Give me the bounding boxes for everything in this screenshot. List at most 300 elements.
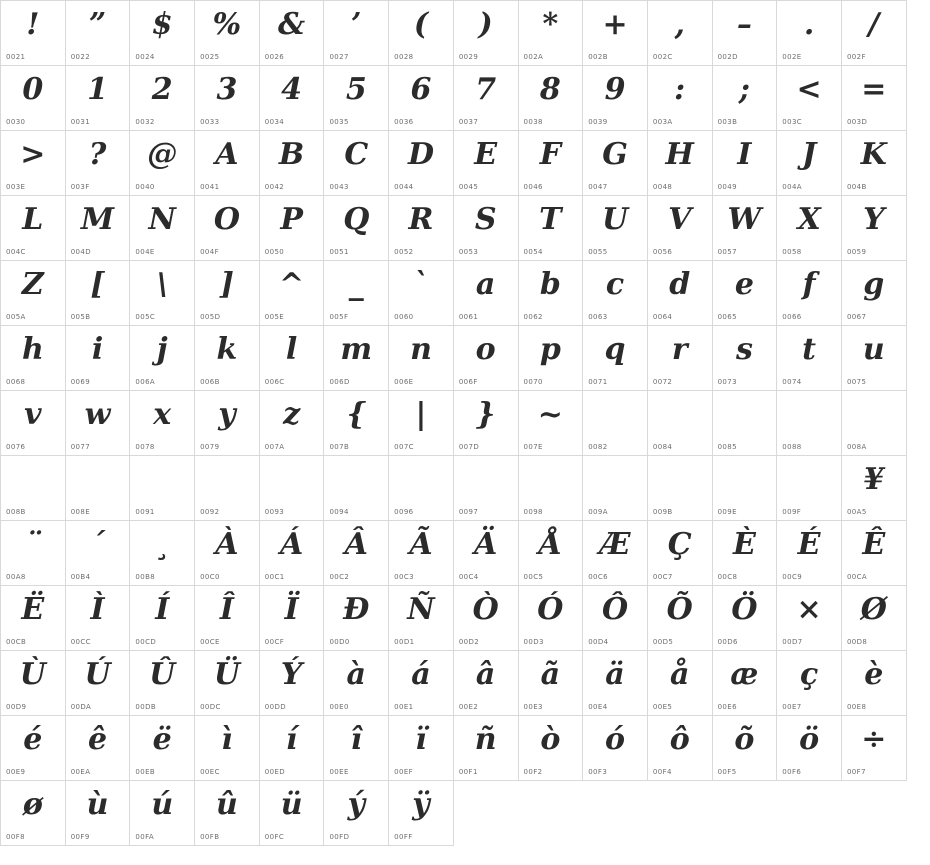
glyph-cell[interactable]	[519, 521, 584, 586]
glyph-cell[interactable]	[389, 781, 454, 846]
glyph-unicode-label: 0069	[70, 378, 91, 386]
glyph-cell[interactable]	[130, 326, 195, 391]
glyph-unicode-label: 0065	[717, 313, 737, 321]
glyph-cell[interactable]	[713, 456, 778, 521]
glyph-cell[interactable]	[777, 521, 842, 586]
glyph-cell[interactable]	[195, 456, 260, 521]
glyph-cell[interactable]	[842, 716, 907, 781]
glyph-cell[interactable]	[454, 456, 519, 521]
glyph-character: 3	[216, 72, 238, 107]
glyph-unicode-label: 0036	[394, 118, 414, 126]
glyph-cell[interactable]	[130, 521, 195, 586]
glyph-cell[interactable]	[777, 456, 842, 521]
glyph-cell[interactable]	[130, 716, 195, 781]
glyph-unicode-label: 0070	[523, 378, 543, 386]
glyph-unicode-label: 00DA	[70, 703, 92, 711]
glyph-cell[interactable]	[1, 456, 66, 521]
glyph-unicode-label: 00C4	[458, 573, 479, 581]
glyph-character: T	[539, 202, 562, 237]
glyph-cell[interactable]	[842, 131, 907, 196]
glyph-cell[interactable]	[130, 261, 195, 326]
glyph-cell[interactable]	[324, 391, 389, 456]
glyph-cell[interactable]	[713, 196, 778, 261]
glyph-cell[interactable]	[324, 66, 389, 131]
glyph-cell[interactable]	[713, 66, 778, 131]
glyph-character: l	[285, 332, 298, 367]
glyph-character: e	[734, 267, 754, 302]
glyph-unicode-label: 00F6	[782, 768, 802, 776]
glyph-unicode-label: 0025	[200, 53, 220, 61]
glyph-cell[interactable]	[842, 196, 907, 261]
glyph-cell[interactable]	[713, 716, 778, 781]
glyph-unicode-label: 0051	[329, 248, 349, 256]
glyph-cell[interactable]	[1, 261, 66, 326]
glyph-cell[interactable]	[1, 716, 66, 781]
glyph-cell[interactable]	[260, 391, 325, 456]
glyph-unicode-label: 0059	[846, 248, 867, 256]
glyph-unicode-label: 00EB	[135, 768, 156, 776]
glyph-unicode-label: 003B	[717, 118, 738, 126]
glyph-cell[interactable]	[260, 326, 325, 391]
glyph-cell[interactable]	[195, 781, 260, 846]
glyph-cell[interactable]	[454, 391, 519, 456]
glyph-character: ”	[88, 7, 107, 42]
glyph-cell[interactable]	[777, 586, 842, 651]
glyph-cell[interactable]	[648, 716, 713, 781]
glyph-character: Ø	[860, 592, 887, 627]
glyph-cell[interactable]	[389, 456, 454, 521]
glyph-character: Â	[344, 527, 368, 562]
glyph-cell[interactable]	[195, 261, 260, 326]
glyph-unicode-label: 0030	[6, 118, 26, 126]
glyph-unicode-label: 0032	[135, 118, 155, 126]
glyph-character	[842, 393, 906, 437]
glyph-unicode-label: 0033	[200, 118, 220, 126]
glyph-cell[interactable]	[130, 196, 195, 261]
glyph-character: û	[216, 787, 238, 822]
glyph-cell[interactable]	[454, 261, 519, 326]
glyph-unicode-label: 0077	[70, 443, 91, 451]
glyph-cell[interactable]	[66, 586, 131, 651]
glyph-character: `	[413, 267, 429, 302]
glyph-unicode-label: 0060	[394, 313, 414, 321]
glyph-character: ×	[796, 592, 822, 627]
glyph-cell[interactable]	[519, 66, 584, 131]
glyph-cell[interactable]	[389, 586, 454, 651]
glyph-cell[interactable]	[713, 586, 778, 651]
glyph-unicode-label: 0067	[846, 313, 867, 321]
glyph-cell[interactable]	[324, 261, 389, 326]
glyph-cell[interactable]	[842, 521, 907, 586]
glyph-unicode-label: 00C9	[782, 573, 803, 581]
glyph-cell[interactable]	[324, 131, 389, 196]
glyph-unicode-label: 003D	[846, 118, 868, 126]
glyph-cell[interactable]	[519, 196, 584, 261]
glyph-unicode-label: 00CB	[6, 638, 27, 646]
glyph-cell[interactable]	[583, 66, 648, 131]
glyph-cell[interactable]	[713, 261, 778, 326]
glyph-character: é	[23, 722, 43, 757]
glyph-cell[interactable]	[195, 131, 260, 196]
glyph-cell[interactable]	[1, 66, 66, 131]
glyph-character: Í	[155, 592, 170, 627]
glyph-unicode-label: 0091	[135, 508, 155, 516]
glyph-unicode-label: 00E6	[717, 703, 737, 711]
glyph-cell[interactable]	[389, 521, 454, 586]
glyph-cell[interactable]	[260, 781, 325, 846]
glyph-character	[454, 458, 518, 502]
glyph-character: <	[796, 72, 822, 107]
glyph-cell[interactable]	[260, 651, 325, 716]
glyph-cell[interactable]	[195, 586, 260, 651]
glyph-character	[648, 393, 712, 437]
glyph-cell[interactable]	[842, 1, 907, 66]
glyph-unicode-label: 0068	[6, 378, 26, 386]
glyph-cell[interactable]	[1, 521, 66, 586]
glyph-unicode-label: 004B	[846, 183, 867, 191]
glyph-character: G	[602, 137, 628, 172]
glyph-cell[interactable]	[66, 66, 131, 131]
glyph-cell[interactable]	[260, 586, 325, 651]
glyph-cell[interactable]	[454, 716, 519, 781]
glyph-cell[interactable]	[842, 391, 907, 456]
glyph-character: ç	[799, 657, 819, 692]
glyph-unicode-label: 002E	[782, 53, 802, 61]
glyph-cell[interactable]	[519, 391, 584, 456]
glyph-cell[interactable]	[66, 196, 131, 261]
glyph-cell[interactable]	[648, 1, 713, 66]
glyph-character: +	[602, 7, 628, 42]
glyph-cell[interactable]	[130, 456, 195, 521]
glyph-cell[interactable]	[583, 1, 648, 66]
glyph-unicode-label: 004C	[6, 248, 26, 256]
glyph-cell[interactable]	[777, 196, 842, 261]
glyph-unicode-label: 0027	[329, 53, 349, 61]
glyph-cell[interactable]	[519, 261, 584, 326]
glyph-cell[interactable]	[648, 66, 713, 131]
glyph-unicode-label: 0054	[523, 248, 543, 256]
glyph-cell[interactable]	[66, 391, 131, 456]
glyph-cell[interactable]	[648, 261, 713, 326]
glyph-cell[interactable]	[1, 391, 66, 456]
glyph-cell[interactable]	[842, 66, 907, 131]
glyph-character: ù	[86, 787, 109, 822]
glyph-cell[interactable]	[713, 326, 778, 391]
glyph-unicode-label: 0039	[588, 118, 608, 126]
glyph-cell[interactable]	[454, 586, 519, 651]
glyph-unicode-label: 00FB	[200, 833, 220, 841]
glyph-unicode-label: 00EA	[70, 768, 91, 776]
glyph-cell[interactable]	[130, 651, 195, 716]
glyph-character: *	[542, 7, 559, 42]
glyph-unicode-label: 006E	[394, 378, 414, 386]
glyph-unicode-label: 00E5	[652, 703, 673, 711]
glyph-cell[interactable]	[324, 196, 389, 261]
glyph-unicode-label: 00E3	[523, 703, 543, 711]
glyph-cell[interactable]	[648, 456, 713, 521]
glyph-cell[interactable]	[583, 261, 648, 326]
glyph-unicode-label: 00CD	[135, 638, 157, 646]
glyph-cell[interactable]	[195, 391, 260, 456]
glyph-cell[interactable]	[519, 716, 584, 781]
glyph-unicode-label: 00C1	[264, 573, 285, 581]
glyph-character: m	[340, 332, 373, 367]
glyph-character: ó	[605, 722, 626, 757]
glyph-unicode-label: 004E	[135, 248, 155, 256]
glyph-character: Ñ	[407, 592, 435, 627]
glyph-cell[interactable]	[195, 716, 260, 781]
glyph-unicode-label: 00E4	[588, 703, 608, 711]
glyph-cell[interactable]	[842, 326, 907, 391]
glyph-unicode-label: 00B8	[135, 573, 156, 581]
glyph-character	[777, 393, 841, 437]
glyph-cell[interactable]	[195, 66, 260, 131]
glyph-character: )	[478, 7, 493, 42]
glyph-cell[interactable]	[842, 456, 907, 521]
glyph-character: d	[669, 267, 691, 302]
glyph-unicode-label: 00D9	[6, 703, 27, 711]
glyph-cell[interactable]	[260, 196, 325, 261]
glyph-cell[interactable]	[66, 261, 131, 326]
glyph-unicode-label: 0079	[200, 443, 220, 451]
glyph-cell[interactable]	[389, 391, 454, 456]
glyph-character: S	[474, 202, 497, 237]
glyph-cell[interactable]	[1, 586, 66, 651]
glyph-cell[interactable]	[324, 521, 389, 586]
glyph-character	[713, 393, 777, 437]
glyph-character: {	[346, 397, 366, 432]
glyph-cell[interactable]	[519, 651, 584, 716]
glyph-cell[interactable]	[389, 131, 454, 196]
glyph-cell[interactable]	[454, 521, 519, 586]
glyph-unicode-label: 0093	[264, 508, 285, 516]
glyph-unicode-label: 006C	[264, 378, 285, 386]
glyph-cell[interactable]	[66, 651, 131, 716]
glyph-cell[interactable]	[1, 326, 66, 391]
glyph-character: Ú	[84, 657, 111, 692]
glyph-cell[interactable]	[324, 326, 389, 391]
glyph-cell[interactable]	[66, 1, 131, 66]
glyph-cell[interactable]	[260, 521, 325, 586]
glyph-character	[777, 458, 841, 502]
glyph-cell[interactable]	[130, 131, 195, 196]
glyph-cell[interactable]	[195, 521, 260, 586]
glyph-cell[interactable]	[389, 261, 454, 326]
glyph-unicode-label: 00CE	[200, 638, 220, 646]
glyph-cell[interactable]	[713, 521, 778, 586]
glyph-cell[interactable]	[583, 196, 648, 261]
glyph-cell[interactable]	[583, 651, 648, 716]
glyph-character: ã	[540, 657, 561, 692]
glyph-cell[interactable]	[389, 1, 454, 66]
glyph-character: M	[80, 202, 115, 237]
glyph-character: R	[408, 202, 434, 237]
glyph-cell[interactable]	[324, 586, 389, 651]
glyph-cell[interactable]	[454, 66, 519, 131]
glyph-unicode-label: 006A	[135, 378, 156, 386]
glyph-cell[interactable]	[324, 781, 389, 846]
glyph-cell[interactable]	[130, 66, 195, 131]
glyph-cell[interactable]	[1, 1, 66, 66]
glyph-unicode-label: 00D2	[458, 638, 480, 646]
glyph-cell[interactable]	[777, 651, 842, 716]
glyph-unicode-label: 00CF	[264, 638, 285, 646]
glyph-cell[interactable]	[583, 391, 648, 456]
glyph-cell[interactable]	[519, 131, 584, 196]
glyph-character: i	[91, 332, 104, 367]
glyph-cell[interactable]	[713, 651, 778, 716]
glyph-cell[interactable]	[519, 456, 584, 521]
glyph-character: å	[669, 657, 690, 692]
glyph-character: æ	[730, 657, 759, 692]
glyph-cell[interactable]	[713, 131, 778, 196]
glyph-unicode-label: 002B	[588, 53, 608, 61]
glyph-cell[interactable]	[195, 1, 260, 66]
glyph-cell[interactable]	[648, 586, 713, 651]
glyph-cell[interactable]	[583, 586, 648, 651]
glyph-cell[interactable]	[130, 1, 195, 66]
glyph-character: n	[410, 332, 432, 367]
glyph-cell[interactable]	[648, 391, 713, 456]
glyph-unicode-label: 005E	[264, 313, 285, 321]
glyph-cell[interactable]	[389, 716, 454, 781]
glyph-cell[interactable]	[648, 131, 713, 196]
glyph-unicode-label: 002C	[652, 53, 673, 61]
glyph-unicode-label: 00CA	[846, 573, 868, 581]
glyph-character: Û	[149, 657, 176, 692]
glyph-unicode-label: 0058	[782, 248, 802, 256]
glyph-cell[interactable]	[583, 326, 648, 391]
glyph-character: Y	[863, 202, 885, 237]
glyph-cell[interactable]	[260, 716, 325, 781]
glyph-cell[interactable]	[519, 1, 584, 66]
glyph-cell[interactable]	[66, 131, 131, 196]
glyph-cell[interactable]	[389, 66, 454, 131]
glyph-cell[interactable]	[324, 651, 389, 716]
glyph-cell[interactable]	[130, 586, 195, 651]
glyph-cell[interactable]	[777, 716, 842, 781]
glyph-cell[interactable]	[1, 651, 66, 716]
glyph-character: s	[735, 332, 753, 367]
glyph-cell[interactable]	[519, 326, 584, 391]
glyph-character: &	[278, 7, 306, 42]
glyph-cell[interactable]	[130, 781, 195, 846]
glyph-cell[interactable]	[583, 716, 648, 781]
glyph-cell[interactable]	[583, 456, 648, 521]
glyph-cell[interactable]	[260, 66, 325, 131]
glyph-character: ’	[351, 7, 362, 42]
glyph-character: Ý	[280, 657, 303, 692]
glyph-cell[interactable]	[713, 1, 778, 66]
glyph-unicode-label: 006F	[458, 378, 478, 386]
glyph-character: Ó	[537, 592, 564, 627]
glyph-unicode-label: 002D	[717, 53, 738, 61]
glyph-cell[interactable]	[260, 456, 325, 521]
glyph-cell[interactable]	[648, 651, 713, 716]
glyph-cell[interactable]	[389, 326, 454, 391]
glyph-character: X	[797, 202, 821, 237]
glyph-cell[interactable]	[195, 326, 260, 391]
glyph-character: B	[278, 137, 305, 172]
glyph-character: _	[348, 267, 364, 302]
glyph-character: b	[539, 267, 561, 302]
glyph-cell[interactable]	[260, 261, 325, 326]
glyph-unicode-label: 0075	[846, 378, 867, 386]
glyph-unicode-label: 0055	[588, 248, 608, 256]
glyph-character: y	[218, 397, 236, 432]
glyph-cell[interactable]	[519, 586, 584, 651]
glyph-cell[interactable]	[777, 66, 842, 131]
glyph-cell[interactable]	[389, 196, 454, 261]
glyph-unicode-label: 0029	[458, 53, 479, 61]
glyph-cell[interactable]	[454, 196, 519, 261]
glyph-cell[interactable]	[648, 196, 713, 261]
glyph-unicode-label: 0040	[135, 183, 155, 191]
glyph-cell[interactable]	[130, 391, 195, 456]
glyph-cell[interactable]	[454, 131, 519, 196]
glyph-cell[interactable]	[324, 1, 389, 66]
glyph-character: o	[475, 332, 496, 367]
glyph-cell[interactable]	[324, 456, 389, 521]
glyph-cell[interactable]	[777, 1, 842, 66]
glyph-cell[interactable]	[648, 521, 713, 586]
glyph-character: c	[605, 267, 625, 302]
glyph-character	[130, 458, 194, 502]
glyph-character: ë	[152, 722, 172, 757]
glyph-unicode-label: 00B4	[70, 573, 91, 581]
glyph-unicode-label: 00D8	[846, 638, 868, 646]
glyph-cell[interactable]	[1, 781, 66, 846]
glyph-cell[interactable]	[777, 326, 842, 391]
glyph-cell[interactable]	[66, 716, 131, 781]
glyph-unicode-label: 009F	[782, 508, 802, 516]
glyph-cell[interactable]	[454, 326, 519, 391]
glyph-unicode-label: 00F5	[717, 768, 737, 776]
glyph-cell[interactable]	[777, 261, 842, 326]
glyph-character: Õ	[666, 592, 693, 627]
glyph-cell[interactable]	[583, 131, 648, 196]
glyph-cell[interactable]	[66, 781, 131, 846]
glyph-cell[interactable]	[842, 261, 907, 326]
glyph-cell[interactable]	[1, 131, 66, 196]
glyph-unicode-label: 0048	[652, 183, 673, 191]
glyph-cell[interactable]	[842, 586, 907, 651]
glyph-cell[interactable]	[260, 131, 325, 196]
glyph-cell[interactable]	[260, 1, 325, 66]
glyph-cell[interactable]	[648, 326, 713, 391]
glyph-cell[interactable]	[454, 1, 519, 66]
glyph-cell[interactable]	[842, 651, 907, 716]
glyph-cell[interactable]	[195, 651, 260, 716]
glyph-cell[interactable]	[324, 716, 389, 781]
glyph-cell[interactable]	[777, 131, 842, 196]
glyph-cell[interactable]	[1, 196, 66, 261]
glyph-cell[interactable]	[195, 196, 260, 261]
glyph-unicode-label: 0021	[6, 53, 26, 61]
glyph-character	[389, 458, 453, 502]
glyph-cell[interactable]	[66, 326, 131, 391]
glyph-cell[interactable]	[777, 391, 842, 456]
glyph-cell[interactable]	[66, 456, 131, 521]
glyph-cell[interactable]	[713, 391, 778, 456]
glyph-unicode-label: 00DB	[135, 703, 157, 711]
glyph-cell[interactable]	[66, 521, 131, 586]
glyph-unicode-label: 0045	[458, 183, 479, 191]
glyph-cell[interactable]	[454, 651, 519, 716]
glyph-cell[interactable]	[583, 521, 648, 586]
glyph-cell[interactable]	[389, 651, 454, 716]
glyph-unicode-label: 0088	[782, 443, 802, 451]
